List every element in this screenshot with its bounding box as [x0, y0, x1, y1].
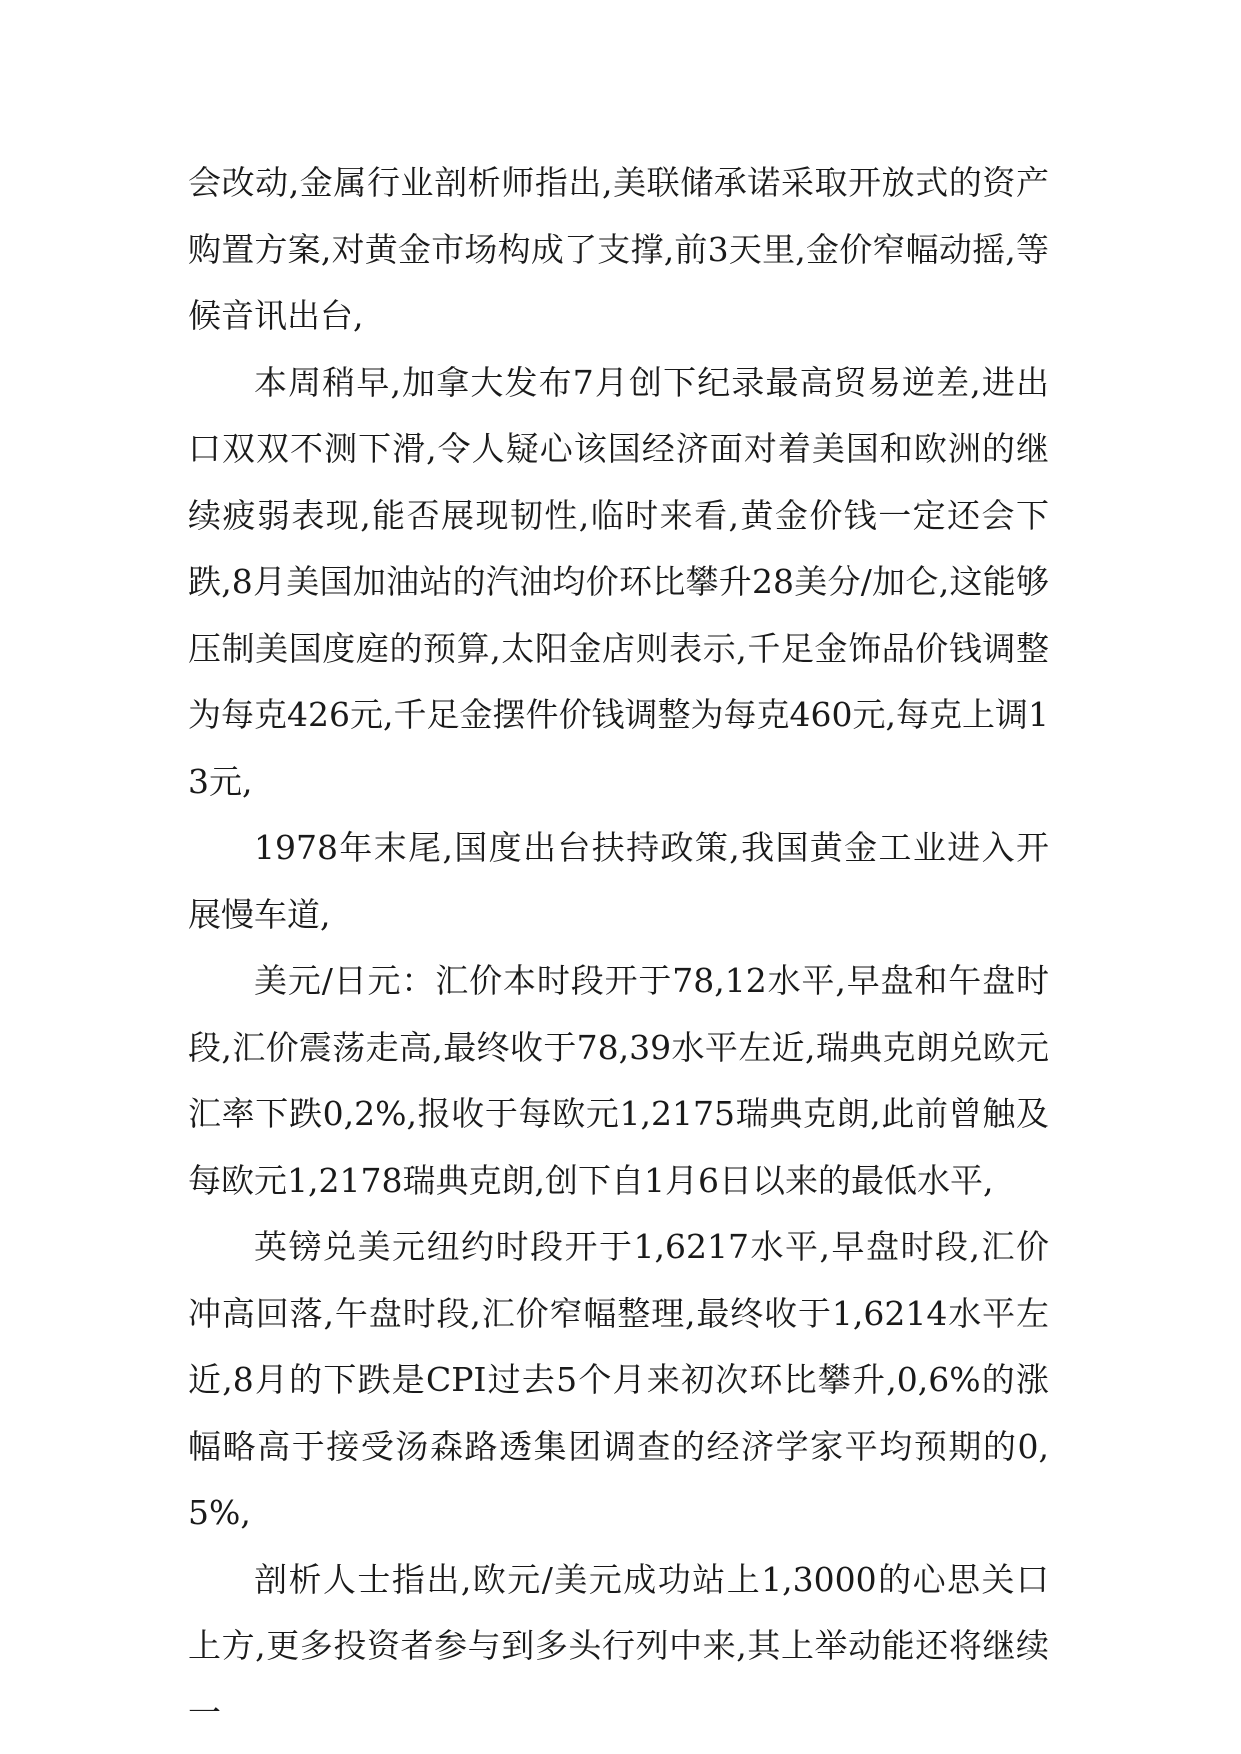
paragraph-eur-usd: 剖析人士指出,欧元/美元成功站上1,3000的心思关口上方,更多投资者参与到多头行列中来,其上举动能还将继续一: [188, 1559, 1049, 1732]
paragraph-continuation: 会改动,金属行业剖析师指出,美联储承诺采取开放式的资产购置方案,对黄金市场构成了支撑,前3天里,金价窄幅动摇,等候音讯出台,: [188, 163, 1049, 335]
paragraph-canada-trade: 本周稍早,加拿大发布7月创下纪录最高贸易逆差,进出口双双不测下滑,令人疑心该国经济面对着美国和欧洲的继续疲弱表现,能否展现韧性,临时来看,黄金价钱一定还会下跌,8月美国加油站的汽油均价环比攀升28美分/加仑,这能够压制美国度庭的预算,太阳金店则表示,千足金饰品价钱调整为每克426元,千足金摆件价钱调整为每克460元,每克上调13元,: [188, 362, 1049, 801]
paragraph-usd-jpy: 美元/日元：汇价本时段开于78,12水平,早盘和午盘时段,汇价震荡走高,最终收于78,39水平左近,瑞典克朗兑欧元汇率下跌0,2%,报收于每欧元1,2175瑞典克朗,此前曾触及每欧元1,2178瑞典克朗,创下自1月6日以来的最低水平,: [188, 961, 1049, 1200]
paragraph-gold-industry: 1978年末尾,国度出台扶持政策,我国黄金工业进入开展慢车道,: [188, 828, 1049, 934]
paragraph-gbp-usd: 英镑兑美元纽约时段开于1,6217水平,早盘时段,汇价冲高回落,午盘时段,汇价窄幅整理,最终收于1,6214水平左近,8月的下跌是CPI过去5个月来初次环比攀升,0,6%的涨幅略高于接受汤森路透集团调查的经济学家平均预期的0,5%,: [188, 1227, 1049, 1532]
